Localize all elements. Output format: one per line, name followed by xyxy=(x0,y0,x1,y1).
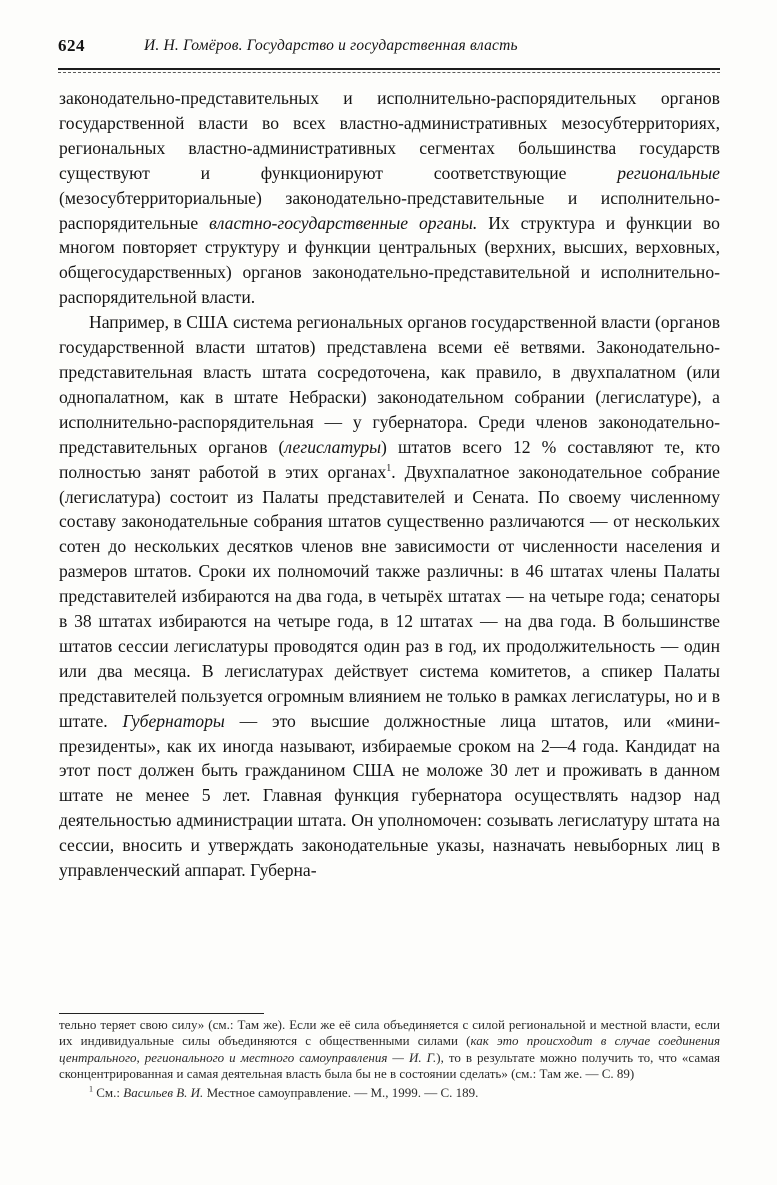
text-run: Например, в США система региональных органов государственной власти (органов государственной власти штатов) представлена всеми её ветвями. Законодательно-представительная власть штата сосредоточена, как правило, в двухпалатном (или однопалатном, как в штате Небраски) законодательном собрании (легислатуре), а исполнительно-распорядительная — у губернатора. Среди членов законодательно-представительных органов ( xyxy=(59,312,720,457)
emphasis: Васильев В. И. xyxy=(123,1084,204,1100)
header-rule-dashed xyxy=(58,72,720,73)
emphasis: Губернаторы xyxy=(122,710,225,731)
paragraph-continued xyxy=(59,86,720,310)
text-run: Местное самоуправление. — М., 1999. — С. 189. xyxy=(203,1084,479,1100)
paragraph-usa-example xyxy=(59,310,720,883)
header-rule xyxy=(58,68,720,70)
text-run: ) штатов всего 12 % составляют те, кто полностью занят работой в этих органах xyxy=(59,436,720,482)
text-run: (мезосубтерриториальные) законодательно-представительные и исполнительно-распорядительные xyxy=(59,187,720,233)
text-run: ), то в результате можно получить то, что «самая сконцентрированная и самая деятельная власть была бы не в состоянии сделать» (см.: Там же. — С. 89) xyxy=(59,1049,720,1082)
emphasis: региональные xyxy=(617,162,720,183)
footnote-reference[interactable]: 1 xyxy=(386,462,392,474)
footnote-separator xyxy=(59,1013,264,1014)
emphasis: властно-государственные органы. xyxy=(209,212,478,233)
footnote-continued xyxy=(59,1017,720,1083)
footnote-marker: 1 xyxy=(89,1084,93,1094)
text-run: Их структура и функции во многом повторяет структуру и функции центральных (верхних, высших, верховных, общегосударственных) органов законодательно-представительной и исполнительно-распорядительной власти. xyxy=(59,212,720,308)
text-run: . Двухпалатное законодательное собрание (легислатура) состоит из Палаты представителей и Сената. По своему численному составу законодательные собрания штатов существенно различаются — от нескольких сотен до нескольких десятков членов вне зависимости от численности населения и размеров штатов. Сроки их полномочий также различны: в 46 штатах члены Палаты представителей избираются на два года, в четырёх штатах — на четыре года; сенаторы в 38 штатах избираются на четыре года, в 12 штатах — на два года. В большинстве штатов сессии легислатуры проводятся один раз в год, их продолжительность — один или два месяца. В легислатурах действует система комитетов, а спикер Палаты представителей пользуется огромным влиянием не только в рамках легислатуры, но и в штате. xyxy=(59,461,720,731)
running-head xyxy=(58,36,720,64)
text-run: законодательно-представительных и исполнительно-распорядительных органов государственной власти во всех властно-административных мезосубтерриториях, региональных властно-административных сегментах большинства государств существуют и функционируют соответствующие xyxy=(59,88,720,183)
emphasis: как это происходит в случае соединения центрального, регионального и местного самоуправления — И. Г. xyxy=(59,1033,720,1065)
text-run: тельно теряет свою силу» (см.: Там же). Если же её сила объединяется с силой региональной и местной власти, если их индивидуальные силы объединяются с общественными силами ( xyxy=(59,1017,720,1049)
text-run: — это высшие должностные лица штатов, или «мини-президенты», как их иногда называют, избираемые сроком на 2—4 года. Кандидат на этот пост должен быть гражданином США не моложе 30 лет и проживать в данном штате не менее 5 лет. Главная функция губернатора осуществлять надзор над деятельностью администрации штата. Он уполномочен: созывать легислатуру штата на сессии, вносить и утверждать законодательные указы, назначать невыборных лиц в управленческий аппарат. Губерна- xyxy=(59,710,720,881)
text-run: См.: xyxy=(93,1084,124,1100)
footnotes xyxy=(59,1017,720,1101)
main-text xyxy=(59,86,720,883)
emphasis: легислатуры xyxy=(284,436,382,457)
page-number: 624 xyxy=(58,36,85,55)
running-title: И. Н. Гомёров. Государство и государственная власть xyxy=(144,37,518,54)
footnote-1 xyxy=(59,1085,720,1101)
